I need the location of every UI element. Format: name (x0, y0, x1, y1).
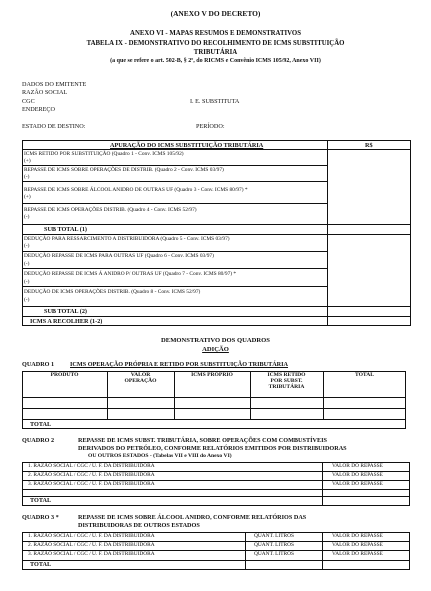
subtotal-1: SUB TOTAL (1) (44, 226, 87, 233)
column-line (245, 532, 246, 570)
subtotal-divider (22, 316, 411, 317)
quadro2-title-line1: REPASSE DE ICMS SUBST. TRIBUTÁRIA, SOBRE OPERAÇÕES COM COMBUSTÍVEIS (78, 437, 327, 444)
issuer-section-label: DADOS DO EMITENTE (22, 81, 87, 88)
quadro2-row-1: 1. RAZÃO SOCIAL / CGC / U. F. DA DISTRIBUIDORA (28, 463, 155, 469)
demonstrativo-title: DEMONSTRATIVO DOS QUADROS (161, 337, 270, 344)
row-repasse-distrib-sign: (-) (24, 174, 30, 180)
endereco-label: ENDEREÇO (22, 106, 55, 113)
quadro3-row-3-quant: QUANT. LITROS (254, 551, 295, 557)
currency-header: R$ (365, 142, 373, 149)
annex-line: ANEXO VI - MAPAS RESUMOS E DEMONSTRATIVOS (130, 30, 301, 37)
quadro3-row-2: 2. RAZÃO SOCIAL / CGC / U. F. DA DISTRIBUIDORA (28, 542, 155, 548)
apuracao-header: APURAÇÃO DO ICMS SUBSTITUIÇÃO TRIBUTÁRIA (110, 142, 264, 149)
quadro2-total: TOTAL (30, 497, 52, 504)
quadro2-row-3: 3. RAZÃO SOCIAL / CGC / U. F. DA DISTRIBUIDORA (28, 481, 155, 487)
row-divider (22, 419, 406, 420)
quadro3-row-1-value: VALOR DO REPASSE (332, 533, 383, 539)
quadro3-row-2-quant: QUANT. LITROS (254, 542, 295, 548)
table-title-line1: TABELA IX - DEMONSTRATIVO DO RECOLHIMENTO DE ICMS SUBSTITUIÇÃO (86, 40, 345, 47)
quadro1-col-valor-operacao: VALOR OPERAÇÃO (124, 372, 157, 384)
quadro1-label: QUADRO 1 (22, 361, 55, 368)
reference-line: (a que se refere o art. 502-B, § 2º, do RICMS e Convênio ICMS 105/92, Anexo VII) (110, 58, 321, 64)
quadro2-row-1-value: VALOR DO REPASSE (332, 463, 383, 469)
quadro3-row-1: 1. RAZÃO SOCIAL / CGC / U. F. DA DISTRIBUIDORA (28, 533, 155, 539)
quadro3-row-2-value: VALOR DO REPASSE (332, 542, 383, 548)
table-title-line2: TRIBUTÁRIA (193, 49, 238, 56)
row-divider (22, 560, 410, 561)
apuracao-header-divider (22, 149, 411, 150)
row-divider (22, 286, 327, 287)
row-icms-retido: ICMS RETIDO POR SUBSTITUIÇÃO (Quadro 1 - Conv. ICMS 105/92) (24, 151, 184, 157)
row-deducao-outras-uf: DEDUÇÃO REPASSE DE ICMS PARA OUTRAS UF (Quadro 6 - Conv. ICMS 03/97) (24, 253, 214, 259)
quadro3-title-line1: REPASSE DE ICMS SOBRE ÁLCOOL ANIDRO, CONFORME RELATÓRIOS DAS (78, 514, 307, 521)
row-deducao-outras-uf-sign: (-) (24, 261, 30, 267)
row-repasse-alcool-sign: (+) (24, 194, 31, 200)
row-deducao-anidro: DEDUÇÃO REPASSE DE ICMS Á ANIDRO P/ OUTRAS UF (Quadro 7 - Conv. ICMS 80/97) * (24, 271, 237, 277)
quadro1-title: ICMS OPERAÇÃO PRÓPRIA E RETIDO POR SUBSTITUIÇÃO TRIBUTÁRIA (70, 361, 289, 368)
row-divider (22, 496, 410, 497)
annex-title: (ANEXO V DO DECRETO) (170, 9, 261, 18)
row-divider (22, 203, 327, 204)
row-icms-retido-sign: (+) (24, 158, 31, 164)
apuracao-table-value-column-line (327, 140, 328, 326)
row-repasse-alcool: REPASSE DE ICMS SOBRE ÁLCOOL ANIDRO DE OUTRAS UF (Quadro 3 - Conv. ICMS 80/97) * (24, 187, 248, 193)
row-divider (22, 268, 327, 269)
quadro2-row-2: 2. RAZÃO SOCIAL / CGC / U. F. DA DISTRIBUIDORA (28, 472, 155, 478)
quadro2-label: QUADRO 2 (22, 437, 55, 444)
row-divider (22, 224, 411, 225)
estado-destino-label: ESTADO DE DESTINO: (22, 123, 86, 130)
row-divider (22, 489, 410, 490)
cgc-label: CGC (22, 98, 35, 105)
row-deducao-icms-operacoes: DEDUÇÃO DE ICMS OPERAÇÕES DISTRIB. (Quadro 8 - Conv. ICMS 52/97) (24, 289, 201, 295)
quadro1-table (22, 371, 406, 429)
row-deducao-ressarcimento-sign: (-) (24, 243, 30, 249)
row-repasse-operacoes-sign: (-) (24, 214, 30, 220)
subtotal-divider (22, 234, 411, 235)
razao-social-label: RAZÃO SOCIAL (22, 89, 68, 96)
row-divider (22, 251, 327, 252)
quadro2-row-2-value: VALOR DO REPASSE (332, 472, 383, 478)
icms-a-recolher: ICMS A RECOLHER (1-2) (30, 318, 103, 325)
quadro2-title-line2: DERIVADOS DO PETRÓLEO, CONFORME RELATÓRIOS EMITIDOS POR DISTRIBUIDORAS (78, 445, 347, 452)
quadro1-col-produto: PRODUTO (50, 372, 79, 378)
column-line (322, 532, 323, 570)
row-divider (22, 165, 327, 166)
row-deducao-ressarcimento: DEDUÇÃO PARA RESSARCIMENTO A DISTRIBUIDORA (Quadro 5 - Conv. ICMS 03/97) (24, 236, 230, 242)
quadro1-col-icms-retido: ICMS RETIDO POR SUBST. TRIBUTÁRIA (267, 372, 306, 390)
row-deducao-icms-operacoes-sign: (-) (24, 297, 30, 303)
row-divider (22, 306, 411, 307)
periodo-label: PERÍODO: (196, 123, 225, 130)
quadro3-row-3-value: VALOR DO REPASSE (332, 551, 383, 557)
row-divider (22, 181, 327, 182)
quadro2-row-3-value: VALOR DO REPASSE (332, 481, 383, 487)
row-divider (22, 408, 406, 409)
quadro3-row-3: 3. RAZÃO SOCIAL / CGC / U. F. DA DISTRIBUIDORA (28, 551, 155, 557)
quadro1-col-icms-proprio: ICMS PRÓPRIO (191, 372, 233, 378)
quadro3-title-line2: DISTRIBUIDORAS DE OUTROS ESTADOS (78, 522, 200, 529)
row-divider (22, 397, 406, 398)
quadro1-col-total: TOTAL (354, 372, 375, 378)
quadro3-label: QUADRO 3 * (22, 514, 59, 521)
column-line (322, 462, 323, 506)
quadro1-total: TOTAL (30, 421, 52, 428)
quadro3-row-1-quant: QUANT. LITROS (254, 533, 295, 539)
quadro3-total: TOTAL (30, 561, 52, 568)
subtotal-2: SUB TOTAL (2) (44, 308, 87, 315)
row-repasse-operacoes: REPASSE DE ICMS OPERAÇÕES DISTRIB. (Quadro 4 - Conv. ICMS 52/97) (24, 207, 197, 213)
ie-substituta-label: I. E. SUBSTITUTA (190, 98, 240, 105)
row-repasse-distrib: REPASSE DE ICMS SOBRE OPERAÇÕES DE DISTRIB. (Quadro 2 - Conv. ICMS 03/97) (24, 167, 224, 173)
quadro2-title-line3: OU OUTROS ESTADOS - (Tabelas VII e VIII do Anexo VI) (88, 453, 232, 459)
adicao-subtitle: ADIÇÃO (202, 346, 229, 353)
row-deducao-anidro-sign: (-) (24, 279, 30, 285)
